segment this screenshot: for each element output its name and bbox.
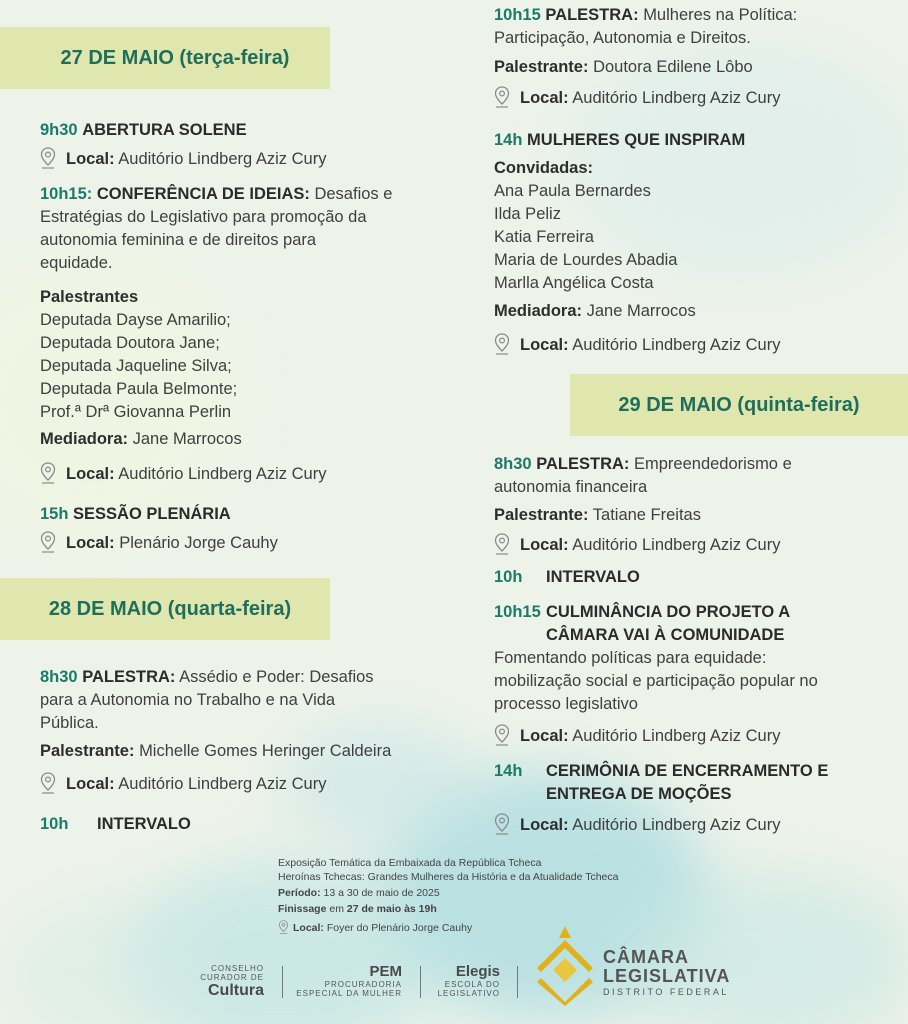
location-pin-icon: [40, 772, 56, 794]
exhibit-period: Período: 13 a 30 de maio de 2025: [278, 887, 440, 899]
location-pin-icon: [278, 920, 289, 934]
location-row: Local: Auditório Lindberg Aziz Cury: [494, 533, 780, 557]
location-pin-icon: [494, 533, 510, 555]
event-abertura: 9h30 ABERTURA SOLENE: [40, 121, 247, 139]
location-row: Local: Auditório Lindberg Aziz Cury: [40, 462, 326, 486]
exhibit-finissage: Finissage em 27 de maio às 19h: [278, 903, 437, 915]
location-pin-icon: [40, 462, 56, 484]
mediator-row: Mediadora: Jane Marrocos: [494, 302, 696, 320]
logo-elegis: Elegis ESCOLA DO LEGISLATIVO: [437, 963, 500, 998]
logo-conselho-cultura: CONSELHO CURADOR DE Cultura: [200, 964, 264, 999]
location-row: Local: Auditório Lindberg Aziz Cury: [494, 724, 780, 748]
location-row: Local: Plenário Jorge Cauhy: [40, 531, 278, 555]
logo-pem: PEM PROCURADORIA ESPECIAL DA MULHER: [296, 963, 402, 998]
location-row: Local: Auditório Lindberg Aziz Cury: [40, 772, 326, 796]
speaker-row: Palestrante: Michelle Gomes Heringer Caldeira: [40, 742, 392, 760]
logo-divider: [282, 966, 283, 998]
location-pin-icon: [494, 86, 510, 108]
event-intervalo: 10h INTERVALO: [494, 568, 640, 586]
event-intervalo: 10h INTERVALO: [40, 815, 191, 833]
event-sessao: 15h SESSÃO PLENÁRIA: [40, 505, 231, 523]
speaker-row: Palestrante: Doutora Edilene Lôbo: [494, 58, 753, 76]
location-pin-icon: [40, 531, 56, 553]
day-banner-28: [0, 578, 330, 640]
logo-divider: [517, 966, 518, 998]
speaker-row: Palestrante: Tatiane Freitas: [494, 506, 701, 524]
exhibit-line-1: Exposição Temática da Embaixada da República Tcheca: [278, 857, 542, 869]
event-culminancia: 10h15 CULMINÂNCIA DO PROJETO A CÂMARA VAI À COMUNIDADE: [494, 603, 791, 644]
location-row: Local: Auditório Lindberg Aziz Cury: [494, 86, 780, 110]
location-pin-icon: [494, 724, 510, 746]
day-banner-27: [0, 27, 330, 89]
event-palestra-assedio: 8h30 PALESTRA: Assédio e Poder: Desafios para a Autonomia no Trabalho e na Vida Pública.: [40, 668, 374, 732]
guests-list: Convidadas: Ana Paula Bernardes Ilda Peliz Katia Ferreira Maria de Lourdes Abadia Marlla Angélica Costa: [494, 159, 678, 292]
cldf-emblem-icon: [533, 924, 597, 1006]
location-row: Local: Auditório Lindberg Aziz Cury: [494, 813, 780, 837]
logo-cldf: CÂMARA LEGISLATIVA DISTRITO FEDERAL: [603, 947, 731, 997]
speakers-list: Palestrantes Deputada Dayse Amarilio; Deputada Doutora Jane; Deputada Jaqueline Silva; Deputada Paula Belmonte; Prof.ª Drª Giovanna Perlin: [40, 288, 238, 421]
event-encerramento: 14h CERIMÔNIA DE ENCERRAMENTO E ENTREGA DE MOÇÕES: [494, 762, 829, 803]
event-palestra-politica: 10h15 PALESTRA: Mulheres na Política: Participação, Autonomia e Direitos.: [494, 6, 798, 47]
event-palestra-empreendedorismo: 8h30 PALESTRA: Empreendedorismo e autonomia financeira: [494, 455, 792, 496]
day-banner-label: 28 DE MAIO (quarta-feira): [48, 597, 292, 620]
event-mulheres-inspiram: 14h MULHERES QUE INSPIRAM: [494, 131, 746, 149]
exhibit-line-2: Heroínas Tchecas: Grandes Mulheres da História e da Atualidade Tcheca: [278, 871, 619, 883]
location-pin-icon: [494, 333, 510, 355]
day-banner-label: 29 DE MAIO (quinta-feira): [618, 393, 860, 416]
exhibit-location: Local: Foyer do Plenário Jorge Cauhy: [278, 920, 472, 936]
day-banner-29: [570, 374, 908, 436]
event-description: Fomentando políticas para equidade: mobilização social e participação popular no processo legislativo: [494, 649, 818, 713]
logo-divider: [420, 966, 421, 998]
location-row: Local: Auditório Lindberg Aziz Cury: [494, 333, 780, 357]
location-pin-icon: [494, 813, 510, 835]
day-banner-label: 27 DE MAIO (terça-feira): [60, 46, 290, 69]
event-conferencia: 10h15: CONFERÊNCIA DE IDEIAS: Desafios e Estratégias do Legislativo para promoção da autonomia feminina e de direitos para equidade.: [40, 185, 393, 272]
location-row: Local: Auditório Lindberg Aziz Cury: [40, 147, 326, 171]
location-pin-icon: [40, 147, 56, 169]
mediator-row: Mediadora: Jane Marrocos: [40, 430, 242, 448]
